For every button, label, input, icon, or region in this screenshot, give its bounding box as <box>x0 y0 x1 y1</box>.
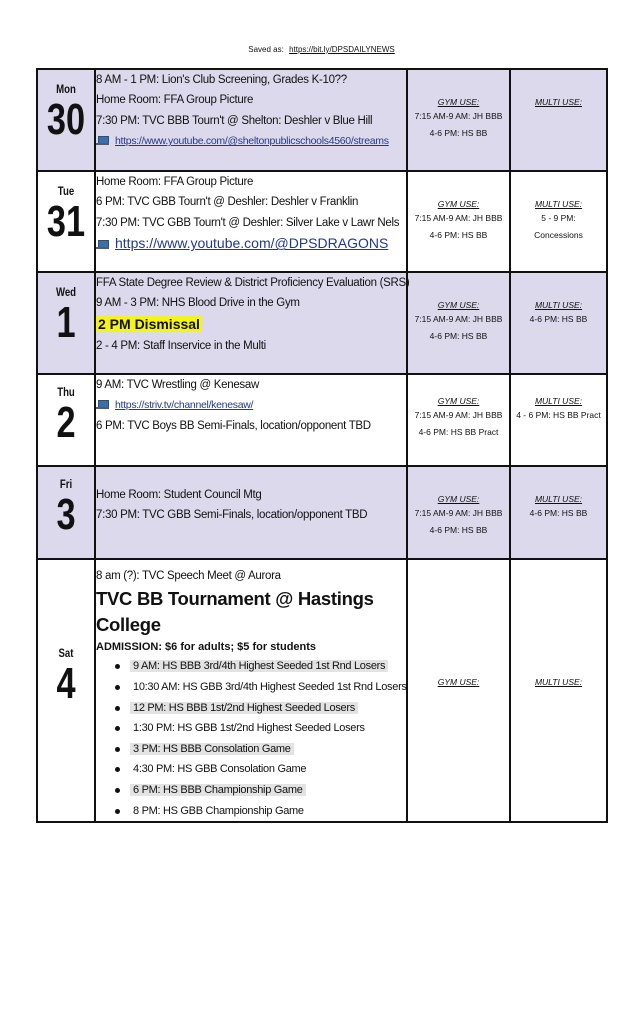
event-text: 6 PM: TVC Boys BB Semi-Finals, location/opponent TBD <box>96 419 371 432</box>
gym-use-line: 4-6 PM: HS BB <box>429 230 488 240</box>
day-cell <box>37 466 95 559</box>
day-name: Mon <box>56 82 76 96</box>
event-line <box>96 131 406 151</box>
game-list-item <box>110 677 406 698</box>
events-cell <box>95 272 410 374</box>
game-text: 6 PM: HS BBB Championship Game <box>130 784 306 796</box>
weekly-schedule-table <box>36 68 608 823</box>
events-cell <box>95 559 407 822</box>
game-list-item <box>110 656 406 677</box>
tournament-title: TVC BB Tournament @ Hastings College <box>96 588 374 636</box>
event-text: 2 - 4 PM: Staff Inservice in the Multi <box>96 340 266 353</box>
event-line <box>96 213 406 233</box>
day-row <box>37 466 607 559</box>
multi-use-header: MULTI USE: <box>534 677 583 687</box>
event-line <box>96 505 406 525</box>
day-number: 31 <box>46 197 86 246</box>
event-line <box>96 375 406 395</box>
event-line <box>96 293 406 313</box>
gym-use-line: 7:15 AM-9 AM: JH BBB <box>414 314 503 324</box>
event-line <box>96 485 406 505</box>
multi-use-cell <box>510 171 607 272</box>
events-cell <box>95 171 407 272</box>
day-number: 30 <box>46 95 86 144</box>
saved-as-link[interactable]: https://bit.ly/DPSDAILYNEWS <box>289 45 395 54</box>
gym-use-cell <box>407 374 510 466</box>
event-line <box>96 192 406 212</box>
game-text: 1:30 PM: HS GBB 1st/2nd Highest Seeded Losers <box>133 722 365 735</box>
event-text: 7:30 PM: TVC GBB Tourn't @ Deshler: Silver Lake v Lawr Nels <box>96 216 400 229</box>
multi-use-line: 4-6 PM: HS BB <box>529 508 588 518</box>
gym-use-cell <box>407 272 510 374</box>
game-text: 4:30 PM: HS GBB Consolation Game <box>133 763 307 776</box>
event-line <box>96 395 406 415</box>
stream-link[interactable]: https://www.youtube.com/@DPSDRAGONS <box>115 235 389 252</box>
day-cell <box>37 171 95 272</box>
gym-use-line: 7:15 AM-9 AM: JH BBB <box>414 508 503 518</box>
game-list-item <box>110 780 406 801</box>
event-text: 9 AM: TVC Wrestling @ Kenesaw <box>96 379 259 391</box>
gym-use-cell <box>407 466 510 559</box>
day-row <box>37 69 607 171</box>
multi-use-header: MULTI USE: <box>534 97 583 107</box>
event-line <box>96 233 406 255</box>
gym-use-line: 7:15 AM-9 AM: JH BBB <box>414 213 503 223</box>
gym-use-header: GYM USE: <box>437 199 480 209</box>
day-number: 4 <box>56 659 76 708</box>
gym-use-line: 7:15 AM-9 AM: JH BBB <box>414 111 503 121</box>
game-text: 12 PM: HS BBB 1st/2nd Highest Seeded Losers <box>130 702 358 714</box>
stream-link[interactable]: https://www.youtube.com/@sheltonpublicschools4560/streams <box>115 135 389 148</box>
gym-use-header: GYM USE: <box>437 494 480 504</box>
gym-use-header: GYM USE: <box>437 677 480 687</box>
game-list-item <box>110 739 406 760</box>
gym-use-cell <box>407 171 510 272</box>
multi-use-cell <box>510 559 607 822</box>
game-list-item <box>110 698 406 719</box>
game-text: 3 PM: HS BBB Consolation Game <box>130 743 294 755</box>
day-number: 2 <box>56 398 76 447</box>
event-line <box>96 111 406 131</box>
day-cell <box>37 559 95 822</box>
multi-use-line: 4 - 6 PM: HS BB Pract <box>516 410 601 420</box>
gym-use-line: 4-6 PM: HS BB Pract <box>418 427 499 437</box>
gym-use-header: GYM USE: <box>437 396 480 406</box>
multi-use-header: MULTI USE: <box>534 494 583 504</box>
gym-use-cell <box>407 559 510 822</box>
event-text: Home Room: Student Council Mtg <box>96 489 262 501</box>
day-row <box>37 374 607 466</box>
gym-use-header: GYM USE: <box>437 300 480 310</box>
day-row <box>37 272 607 374</box>
day-number: 3 <box>56 490 76 539</box>
gym-use-line: 4-6 PM: HS BB <box>429 331 488 341</box>
event-text: Home Room: FFA Group Picture <box>96 94 254 107</box>
event-text: FFA State Degree Review & District Proficiency Evaluation (SRS) <box>96 277 410 289</box>
day-name: Wed <box>55 285 77 299</box>
game-list-item <box>110 759 406 780</box>
laptop-icon <box>96 400 109 409</box>
saved-as-line <box>0 45 643 54</box>
laptop-icon <box>96 240 109 249</box>
day-name: Tue <box>57 184 75 198</box>
event-line <box>96 336 406 356</box>
event-text: 9 AM - 3 PM: NHS Blood Drive in the Gym <box>96 297 300 310</box>
dismissal-highlight: 2 PM Dismissal <box>98 315 200 332</box>
multi-use-header: MULTI USE: <box>534 199 583 209</box>
event-line <box>96 70 406 90</box>
game-list <box>96 656 406 821</box>
multi-use-line: Concessions <box>534 230 583 240</box>
game-text: 10:30 AM: HS GBB 3rd/4th Highest Seeded 1st Rnd Losers <box>133 681 407 693</box>
day-cell <box>37 69 95 171</box>
multi-use-header: MULTI USE: <box>534 300 583 310</box>
laptop-icon <box>96 136 109 145</box>
multi-use-line: 4-6 PM: HS BB <box>529 314 588 324</box>
event-line <box>96 90 406 110</box>
gym-use-line: 4-6 PM: HS BB <box>429 128 488 138</box>
event-line <box>96 273 410 293</box>
multi-use-cell <box>510 272 607 374</box>
multi-use-header: MULTI USE: <box>534 396 583 406</box>
gym-use-line: 4-6 PM: HS BB <box>429 525 488 535</box>
gym-use-header: GYM USE: <box>437 97 480 107</box>
multi-use-cell <box>510 69 607 171</box>
day-name: Fri <box>59 477 73 491</box>
multi-use-cell <box>510 374 607 466</box>
event-text: 8 AM - 1 PM: Lion's Club Screening, Grades K-10?? <box>96 74 347 86</box>
day-name: Sat <box>58 646 74 660</box>
events-cell <box>95 466 407 559</box>
event-line <box>96 172 406 192</box>
event-text: 7:30 PM: TVC BBB Tourn't @ Shelton: Deshler v Blue Hill <box>96 114 373 127</box>
event-text: 7:30 PM: TVC GBB Semi-Finals, location/opponent TBD <box>96 509 368 522</box>
multi-use-cell <box>510 466 607 559</box>
game-text: 9 AM: HS BBB 3rd/4th Highest Seeded 1st Rnd Losers <box>130 660 388 672</box>
event-text: 8 am (?): TVC Speech Meet @ Aurora <box>96 570 281 582</box>
event-line <box>96 566 406 586</box>
events-cell <box>95 69 407 171</box>
event-line <box>96 314 406 336</box>
event-text: 6 PM: TVC GBB Tourn't @ Deshler: Deshler v Franklin <box>96 196 359 209</box>
event-line <box>96 416 406 436</box>
day-number: 1 <box>56 298 76 347</box>
day-name: Thu <box>57 385 75 399</box>
events-cell <box>95 374 407 466</box>
day-row <box>37 559 607 822</box>
day-cell <box>37 272 95 374</box>
saved-as-label: Saved as: <box>248 45 284 54</box>
day-cell <box>37 374 95 466</box>
game-list-item <box>110 801 406 822</box>
game-list-item <box>110 718 406 739</box>
multi-use-line: 5 - 9 PM: <box>541 213 576 223</box>
stream-link[interactable]: https://striv.tv/channel/kenesaw/ <box>115 399 254 412</box>
game-text: 8 PM: HS GBB Championship Game <box>133 804 304 817</box>
gym-use-cell <box>407 69 510 171</box>
event-text: Home Room: FFA Group Picture <box>96 176 254 188</box>
gym-use-line: 7:15 AM-9 AM: JH BBB <box>414 410 503 420</box>
admission-text: ADMISSION: $6 for adults; $5 for students <box>96 641 317 654</box>
day-row <box>37 171 607 272</box>
